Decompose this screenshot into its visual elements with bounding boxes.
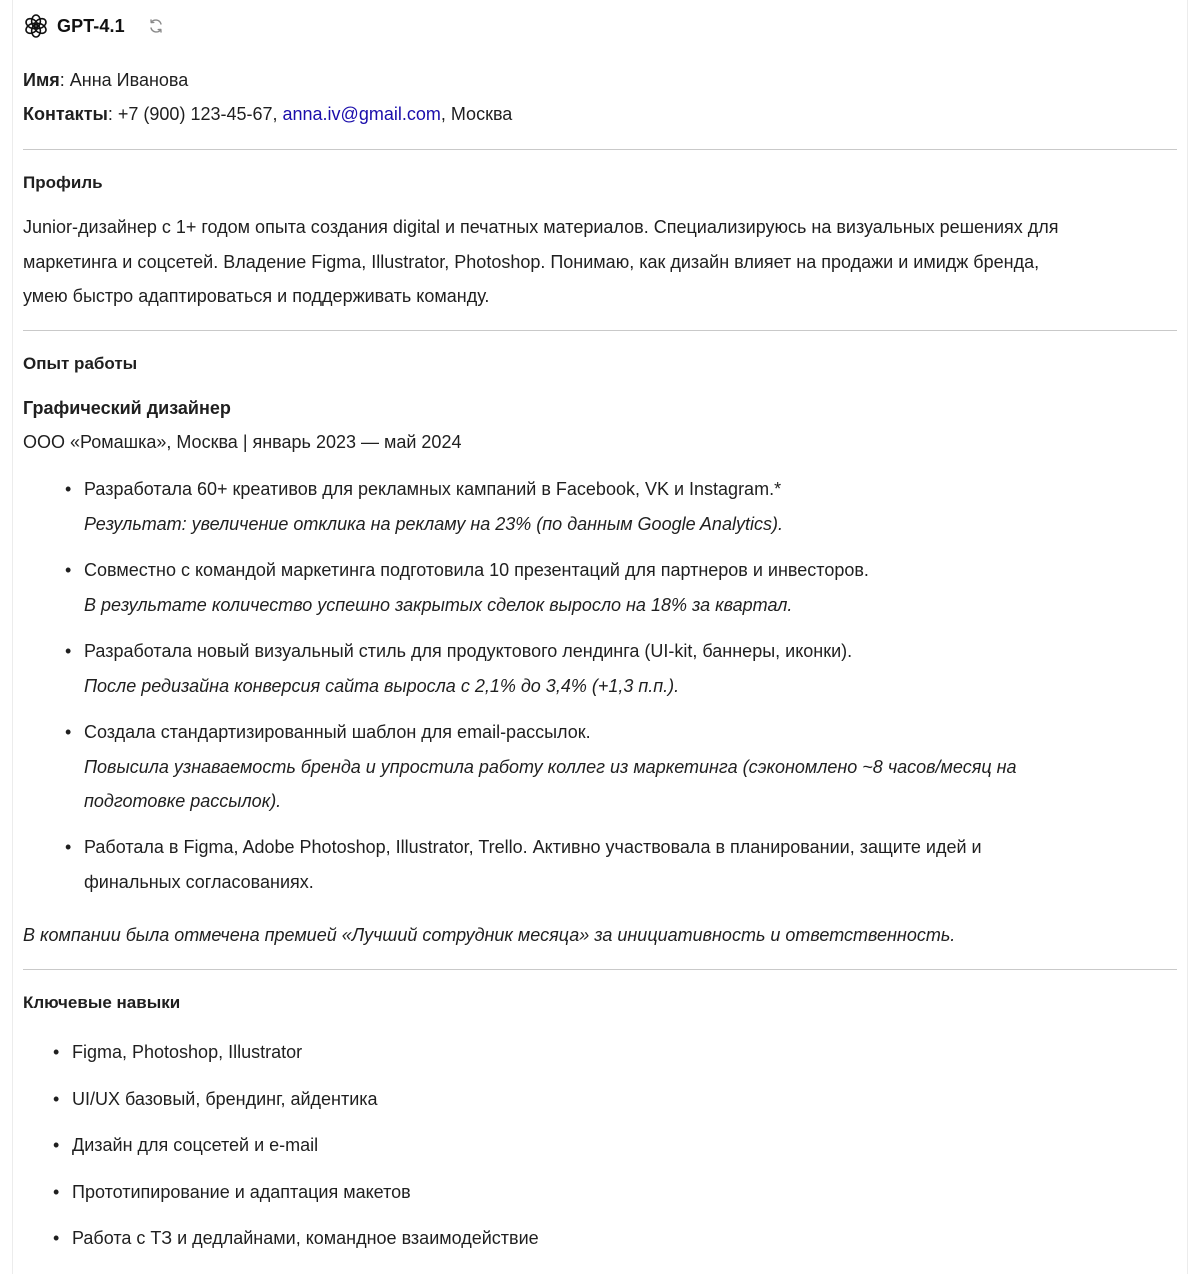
list-item — [23, 472, 1177, 541]
achievement-text: финальных согласованиях. — [84, 871, 314, 892]
list-item — [23, 1087, 1177, 1111]
section-title-skills: Ключевые навыки — [23, 993, 181, 1012]
openai-logo-icon — [23, 13, 49, 39]
list-item — [23, 1040, 1177, 1064]
job-meta: ООО «Ромашка», Москва | январь 2023 — май 2024 — [23, 432, 462, 452]
job-title: Графический дизайнер — [23, 398, 231, 418]
bullet-icon: • — [65, 560, 72, 580]
bullet-icon: • — [65, 641, 72, 661]
phone-value: : +7 (900) 123-45-67, — [107, 104, 283, 124]
achievement-text: Разработала 60+ креативов для рекламных кампаний в Facebook, VK и Instagram.* — [84, 479, 782, 499]
divider — [23, 969, 1177, 970]
list-item — [23, 830, 1177, 899]
profile-line: маркетинга и соцсетей. Владение Figma, Illustrator, Photoshop. Понимаю, как дизайн влияет на продажи и имидж бренда, — [23, 251, 1040, 272]
achievement-text: Работала в Figma, Adobe Photoshop, Illustrator, Trello. Активно участвовала в планировании, защите идей и — [84, 837, 982, 857]
list-item — [23, 1226, 1177, 1250]
email-link[interactable]: anna.iv@gmail.com — [282, 104, 441, 124]
achievement-text: Совместно с командой маркетинга подготовила 10 презентаций для партнеров и инвесторов. — [84, 560, 869, 580]
achievements-list — [23, 830, 1177, 899]
skills-list — [23, 1133, 1177, 1157]
skills-list — [23, 1087, 1177, 1111]
achievements-list — [23, 634, 1177, 703]
divider — [23, 330, 1177, 331]
list-item — [23, 1133, 1177, 1157]
achievements-list — [23, 553, 1177, 622]
bullet-icon: • — [65, 479, 72, 499]
award-text: В компании была отмечена премией «Лучший сотрудник месяца» за инициативность и ответственность. — [23, 925, 956, 945]
name-line — [23, 63, 1177, 97]
section-title-experience: Опыт работы — [23, 354, 138, 373]
skill-text: Прототипирование и адаптация макетов — [72, 1182, 411, 1202]
achievement-result: После редизайна конверсия сайта выросла с 2,1% до 3,4% (+1,3 п.п.). — [84, 675, 680, 696]
achievements-list — [23, 715, 1177, 819]
achievement-result: В результате количество успешно закрытых сделок выросло на 18% за квартал. — [84, 594, 793, 615]
list-item — [23, 553, 1177, 622]
bullet-icon: • — [53, 1089, 60, 1109]
profile-text — [23, 210, 1177, 314]
regenerate-icon[interactable] — [147, 17, 165, 35]
bullet-icon: • — [65, 837, 72, 857]
divider — [23, 149, 1177, 150]
city-value: , Москва — [440, 104, 513, 124]
achievement-result: Результат: увеличение отклика на рекламу на 23% (по данным Google Analytics). — [84, 513, 783, 534]
achievements-list — [23, 472, 1177, 541]
achievement-text: Создала стандартизированный шаблон для email-рассылок. — [84, 722, 591, 742]
skill-text: Дизайн для соцсетей и e-mail — [72, 1135, 319, 1155]
profile-line: умею быстро адаптироваться и поддерживать команду. — [23, 286, 490, 306]
response-content — [23, 0, 1177, 1248]
achievement-text: Разработала новый визуальный стиль для продуктового лендинга (UI-kit, баннеры, иконки). — [84, 641, 853, 661]
achievement-result: Повысила узнаваемость бренда и упростила работу коллег из маркетинга (сэкономлено ~8 часов/месяц на — [84, 756, 1017, 777]
bullet-icon: • — [53, 1182, 60, 1202]
skills-list — [23, 1226, 1177, 1250]
skill-text: Работа с ТЗ и дедлайнами, командное взаимодействие — [72, 1228, 539, 1248]
skill-text: UI/UX базовый, брендинг, айдентика — [72, 1089, 378, 1109]
profile-line: Junior-дизайнер с 1+ годом опыта создания digital и печатных материалов. Специализируюсь на визуальных решениях для — [23, 217, 1059, 237]
contacts-label: Контакты — [23, 104, 108, 124]
contacts-line — [23, 97, 1177, 131]
skills-list — [23, 1180, 1177, 1204]
list-item — [23, 1180, 1177, 1204]
list-item — [23, 715, 1177, 819]
bullet-icon: • — [65, 722, 72, 742]
model-name: GPT-4.1 — [57, 15, 125, 36]
response-header — [23, 0, 1177, 52]
bullet-icon: • — [53, 1135, 60, 1155]
section-title-profile: Профиль — [23, 173, 103, 192]
achievement-result: подготовке рассылок). — [84, 791, 282, 811]
bullet-icon: • — [53, 1042, 60, 1062]
name-value: : Анна Иванова — [59, 70, 189, 90]
skill-text: Figma, Photoshop, Illustrator — [72, 1042, 303, 1062]
contact-block — [23, 63, 1177, 131]
name-label: Имя — [23, 70, 60, 90]
skills-list — [23, 1040, 1177, 1064]
list-item — [23, 634, 1177, 703]
bullet-icon: • — [53, 1228, 60, 1248]
